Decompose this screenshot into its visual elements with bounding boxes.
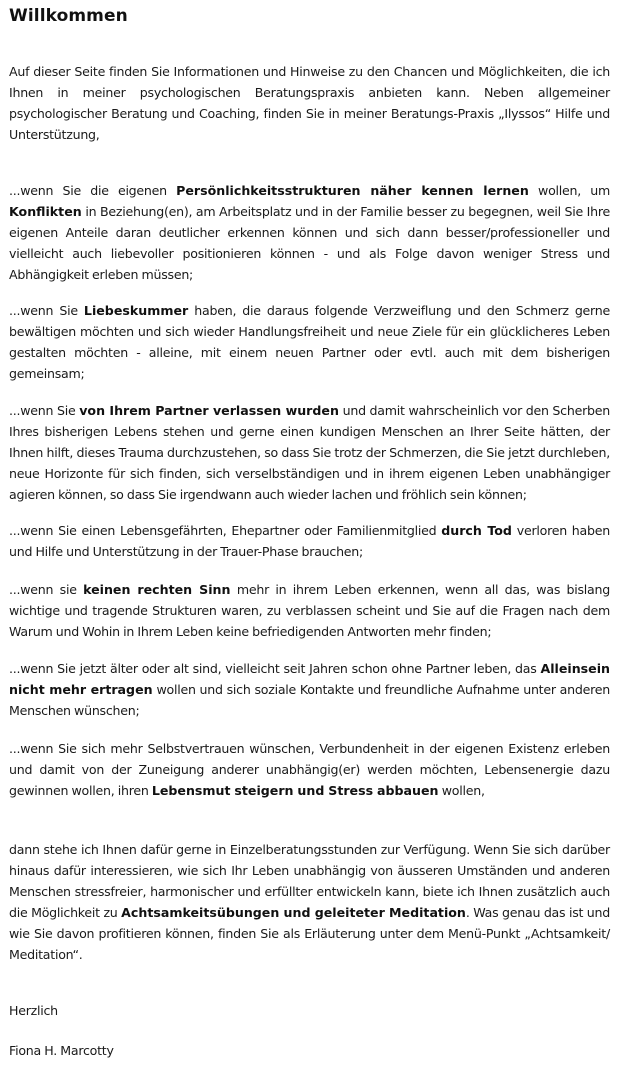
item-emphasis: durch Tod bbox=[441, 523, 512, 538]
list-item bbox=[9, 579, 610, 642]
item-emphasis: keinen rechten Sinn bbox=[83, 582, 231, 597]
item-text: ...wenn Sie einen Lebensgefährten, Ehepartner oder Familienmitglied bbox=[9, 523, 442, 538]
item-emphasis: Lebensmut steigern und Stress abbauen bbox=[151, 783, 439, 798]
closing-text: dann stehe ich Ihnen dafür gerne in Einzelberatungsstunden zur Verfügung. Wenn Sie sich darüber hinaus dafür interessieren, wie sich Ihr Leben unabhängig von äusseren Umständen und anderen Menschen stressfreier, harmonischer und erfüllter entwickeln kann, biete ich Ihnen zusätzlich auch die Möglichkeit zu bbox=[9, 842, 610, 920]
list-item bbox=[9, 658, 610, 721]
list-item bbox=[9, 400, 610, 505]
item-text: mehr in ihrem Leben erkennen, wenn all das, was bislang wichtige und tragende Strukturen waren, zu verblassen scheint und Sie auf die Fragen nach dem Warum und Wohin in Ihrem Leben keine befriedigenden Antworten mehr finden; bbox=[9, 582, 610, 639]
list-item bbox=[9, 180, 610, 285]
item-text: verloren haben und Hilfe und Unterstützung in der Trauer-Phase brauchen; bbox=[9, 523, 610, 559]
page-title: Willkommen bbox=[9, 6, 128, 26]
closing-emphasis: Achtsamkeitsübungen und geleiteter Meditation bbox=[121, 905, 466, 920]
list-item bbox=[9, 300, 610, 384]
item-emphasis: von Ihrem Partner verlassen wurden bbox=[79, 403, 339, 418]
item-text: ...wenn Sie jetzt älter oder alt sind, vielleicht seit Jahren schon ohne Partner leben, das bbox=[9, 661, 541, 676]
item-emphasis: Persönlichkeitsstrukturen näher kennen lernen bbox=[176, 183, 529, 198]
item-text: wollen und sich soziale Kontakte und freundliche Aufnahme unter anderen Menschen wünschen; bbox=[9, 682, 610, 718]
closing-text: . Was genau das ist und wie Sie davon profitieren können, finden Sie als Erläuterung unter dem Menü-Punkt „Achtsamkeit/ Meditation“. bbox=[9, 905, 610, 962]
item-text: ...wenn sie bbox=[9, 582, 84, 597]
item-emphasis: Konflikten bbox=[9, 204, 82, 219]
item-text: ...wenn Sie bbox=[9, 403, 80, 418]
item-emphasis: Alleinsein nicht mehr ertragen bbox=[9, 661, 610, 697]
item-text: wollen, bbox=[438, 783, 485, 798]
intro-paragraph: Auf dieser Seite finden Sie Informationen und Hinweise zu den Chancen und Möglichkeiten, die ich Ihnen in meiner psychologischen Beratungspraxis anbieten kann. Neben allgemeiner psychologischer Beratung und Coaching, finden Sie in meiner Beratungs-Praxis „Ilyssos“ Hilfe und Unterstützung, bbox=[9, 64, 610, 142]
greeting: Herzlich bbox=[9, 1003, 58, 1018]
item-emphasis: Liebeskummer bbox=[83, 303, 189, 318]
item-text: und damit wahrscheinlich vor den Scherben Ihres bisherigen Lebens stehen und gerne einen kundigen Menschen an Ihrer Seite hätten, der Ihnen hilft, dieses Trauma durchzustehen, so dass Sie trotz der Schmerzen, die Sie jetzt durchleben, neue Horizonte für sich finden, sich verselbständigen und in ihrem eigenen Leben unabhängiger agieren können, so dass Sie irgendwann auch wieder lachen und fröhlich sein können; bbox=[9, 403, 610, 502]
closing-paragraph bbox=[9, 839, 610, 965]
item-text: wollen, um bbox=[528, 183, 610, 198]
item-text: ...wenn Sie bbox=[9, 303, 84, 318]
signature: Fiona H. Marcotty bbox=[9, 1043, 114, 1058]
item-text: in Beziehung(en), am Arbeitsplatz und in der Familie besser zu begegnen, weil Sie Ihre eigenen Anteile daran deutlicher erkennen können und sich dann besser/professioneller und vielleicht auch liebevoller positionieren können - und als Folge davon weniger Stress und Abhängigkeit erleben müssen; bbox=[9, 204, 610, 282]
item-text: ...wenn Sie die eigenen bbox=[9, 183, 177, 198]
list-item bbox=[9, 520, 610, 562]
list-item bbox=[9, 738, 610, 801]
item-text: ...wenn Sie sich mehr Selbstvertrauen wünschen, Verbundenheit in der eigenen Existenz erleben und damit von der Zuneigung anderer unabhängig(er) werden möchten, Lebensenergie dazu gewinnen wollen, ihren bbox=[9, 741, 610, 798]
item-text: haben, die daraus folgende Verzweiflung und den Schmerz gerne bewältigen möchten und sich wieder Handlungsfreiheit und neue Ziele für ein glücklicheres Leben gestalten möchten - alleine, mit einem neuen Partner oder evtl. auch mit dem bisherigen gemeinsam; bbox=[9, 303, 610, 381]
